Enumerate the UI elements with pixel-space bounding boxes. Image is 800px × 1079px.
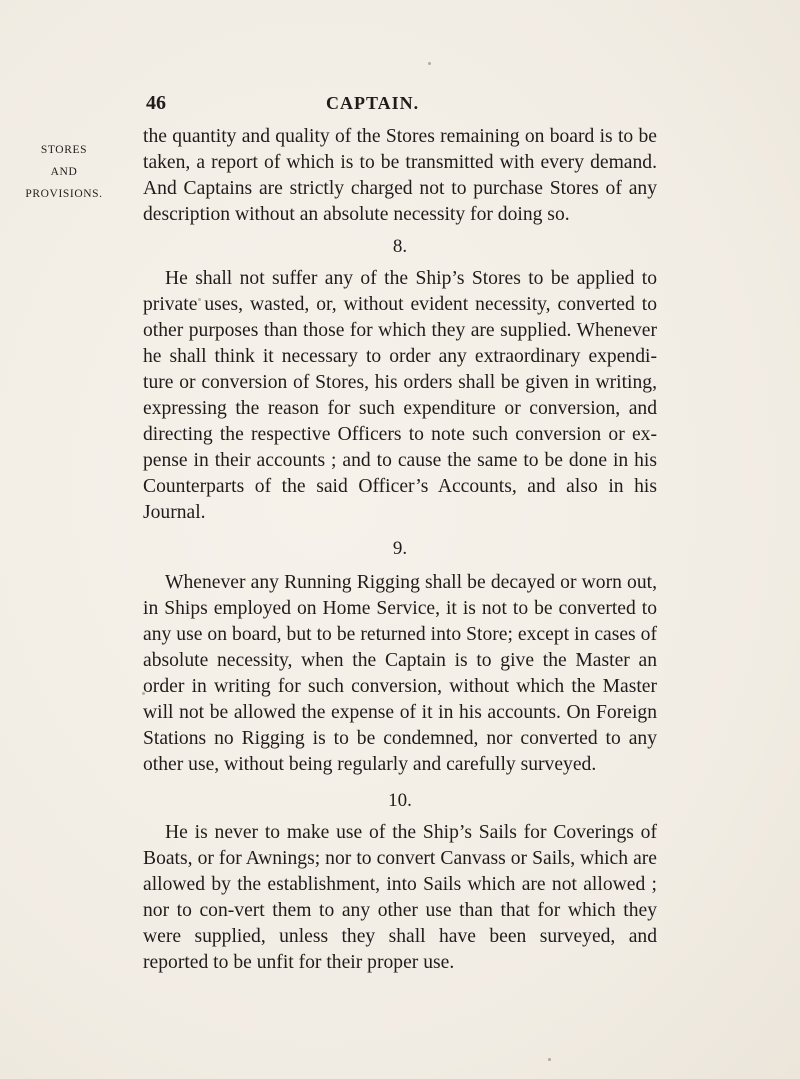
paper-speck [428, 62, 431, 65]
section-number-9: 9. [392, 538, 408, 559]
page-number: 46 [146, 92, 166, 114]
paragraph-section-10: He is never to make use of the Ship’s Sails for Coverings of Boats, or for Awnings; nor to convert Canvass or Sails, which are allowed by the establishment, into Sails which are not allowed ; nor to con-vert them to any other use than that for which they were supplied, unless they shall have been surveyed, and reported to be unfit for their proper use. [143, 822, 657, 973]
section-number-10: 10. [388, 790, 412, 811]
margin-note-line: AND [50, 166, 78, 178]
section-number-8: 8. [392, 236, 408, 257]
page-header [146, 92, 646, 116]
margin-note-line: PROVISIONS. [25, 188, 103, 200]
paper-speck [142, 692, 145, 695]
paragraph-section-8: He shall not suffer any of the Ship’s Stores to be applied to private uses, wasted, or, without evident necessity, converted to other purposes than those for which they are supplied. Whenever he shall think it necessary to order any extraordinary expendi-ture or conversion of Stores, his orders shall be given in writing, expressing the reason for such expenditure or conversion, and directing the respective Officers to note such conversion or ex-pense in their accounts ; and to cause the same to be done in his Counterparts of the said Officer’s Accounts, and also in his Journal. [143, 268, 657, 523]
main-text [143, 124, 657, 976]
paragraph-section-9: Whenever any Running Rigging shall be decayed or worn out, in Ships employed on Home Service, it is not to be converted to any use on board, but to be returned into Store; except in cases of absolute necessity, when the Captain is to give the Master an order in writing for such conversion, without which the Master will not be allowed the expense of it in his accounts. On Foreign Stations no Rigging is to be condemned, nor converted to any other use, without being regularly and carefully surveyed. [143, 572, 657, 775]
running-head: CAPTAIN. [326, 93, 420, 113]
margin-note [0, 139, 128, 205]
paragraph-continued: the quantity and quality of the Stores remaining on board is to be taken, a report of which is to be transmitted with every demand. And Captains are strictly charged not to purchase Stores of any description without an absolute necessity for doing so. [143, 126, 657, 225]
margin-note-line: STORES [40, 144, 88, 156]
paper-speck [198, 298, 201, 301]
paper-speck [548, 1058, 551, 1061]
